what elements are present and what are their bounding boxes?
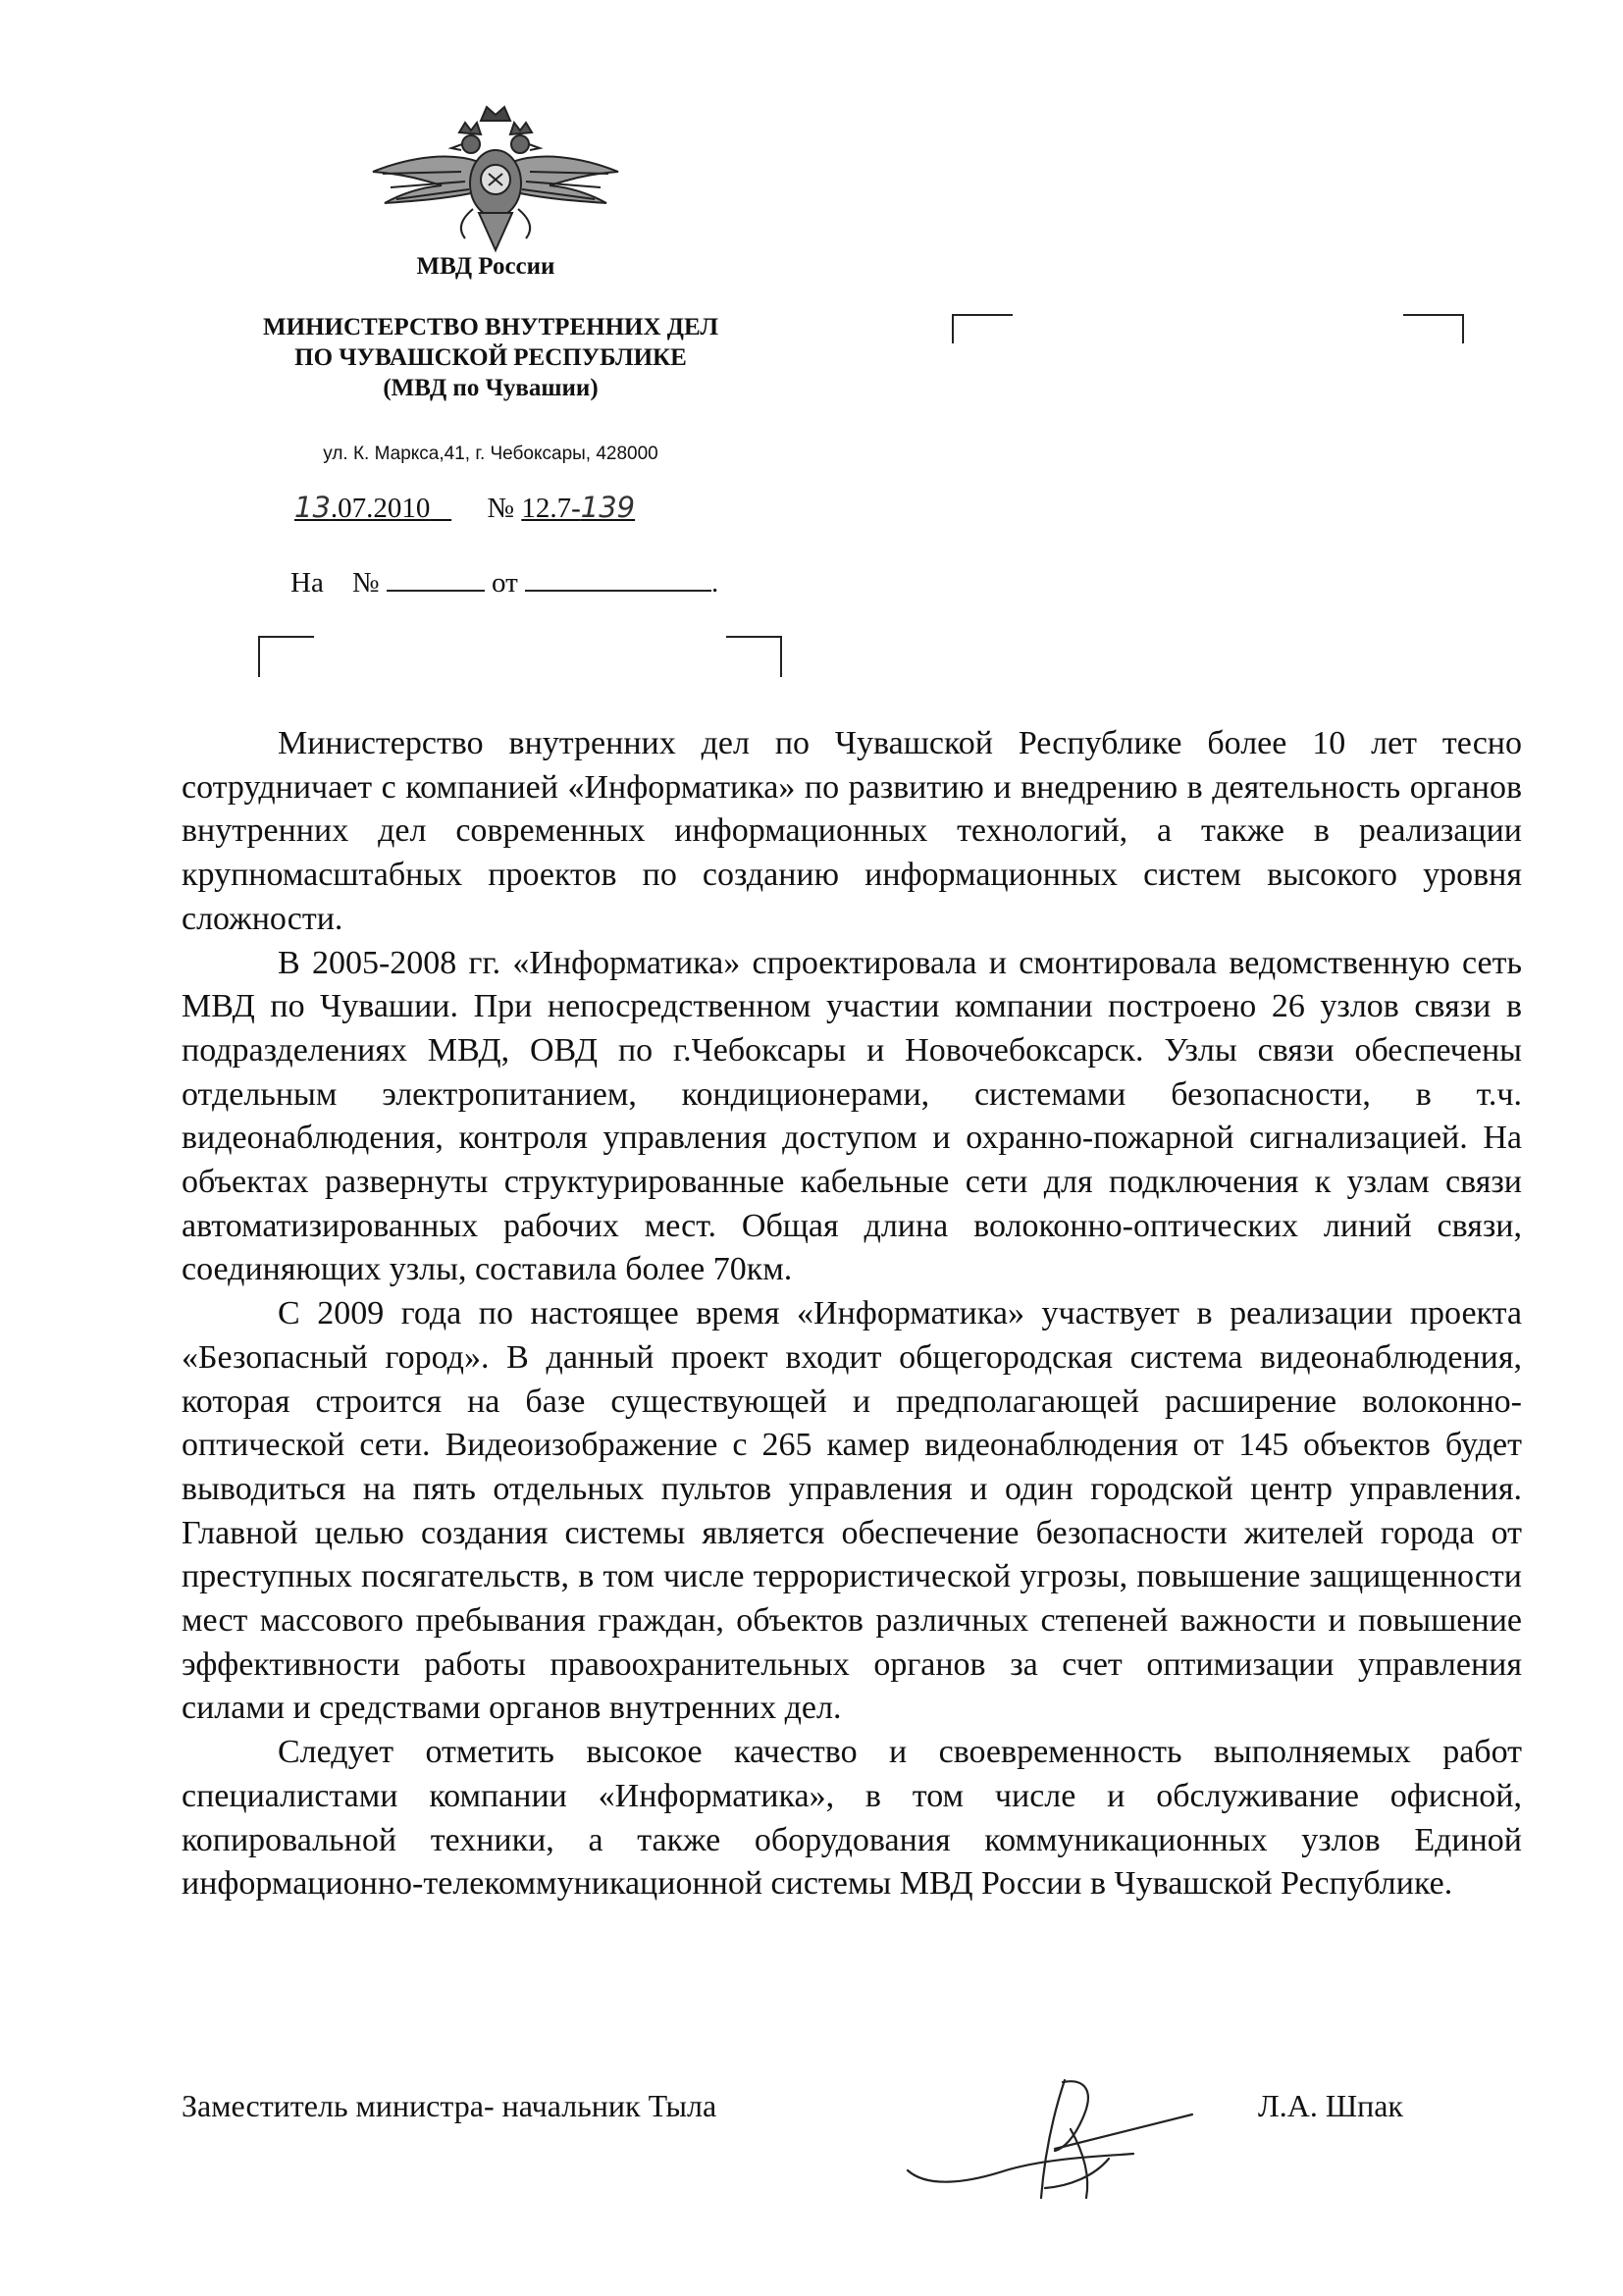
registration-line bbox=[294, 491, 635, 525]
date-handwritten: 13 bbox=[294, 491, 331, 524]
date-printed: .07.2010 bbox=[330, 493, 431, 524]
signatory-name: Л.А. Шпак bbox=[1258, 2088, 1403, 2123]
registration-number bbox=[521, 493, 635, 524]
subject-corner-top-left bbox=[258, 636, 314, 677]
org-line-3: (МВД по Чувашии) bbox=[383, 375, 599, 401]
body-paragraph: В 2005-2008 гг. «Информатика» спроектировала и смонтировала ведомственную сеть МВД по Чувашии. При непосредственном участии компании построено 26 узлов связи в подразделениях МВД, ОВД по г.Чебоксары и Новочебоксарск. Узлы связи обеспечены отдельным электропитанием, кондиционерами, системами безопасности, в т.ч. видеонаблюдения, контроля управления доступом и охранно-пожарной сигнализацией. На объектах развернуты структурированные кабельные сети для подключения к узлам связи автоматизированных рабочих мест. Общая длина волоконно-оптических линий связи, соединяющих узлы, составила более 70км. bbox=[182, 944, 1522, 1288]
reply-label-on: На bbox=[290, 567, 324, 599]
org-line-2: ПО ЧУВАШСКОЙ РЕСПУБЛИКЕ bbox=[294, 344, 687, 371]
body-paragraph: Следует отметить высокое качество и своевременность выполняемых работ специалистами компании «Информатика», в том числе и обслуживание офисной, копировальной техники, а также оборудования коммуникационных узлов Единой информационно-телекоммуникационной системы МВД России в Чувашской Республике. bbox=[182, 1734, 1522, 1903]
registration-date bbox=[294, 493, 451, 524]
agency-short-name: МВД России bbox=[416, 253, 555, 280]
reply-label-no: № bbox=[351, 567, 380, 599]
reply-reference-line bbox=[290, 567, 718, 600]
addressee-corner-top-right bbox=[1403, 314, 1464, 343]
body-paragraph: С 2009 года по настоящее время «Информатика» участвует в реализации проекта «Безопасный город». В данный проект входит общегородская система видеонаблюдения, которая строится на базе существующей и предполагающей расширение волоконно-оптической сети. Видеоизображение с 265 камер видеонаблюдения от 145 объектов будет выводиться на пять отдельных пультов управления и один городской центр управления. Главной целью создания системы является обеспечение безопасности жителей города от преступных посягательств, в том числе террористической угрозы, повышение защищенности мест массового пребывания граждан, объектов различных степеней важности и повышение эффективности работы правоохранительных органов за счет оптимизации управления силами и средствами органов внутренних дел. bbox=[182, 1295, 1522, 1727]
body-paragraph: Министерство внутренних дел по Чувашской Республике более 10 лет тесно сотрудничает с компанией «Информатика» по развитию и внедрению в деятельность органов внутренних дел современных информационных технологий, а также в реализации крупномасштабных проектов по созданию информационных систем высокого уровня сложности. bbox=[182, 725, 1522, 937]
signatory-role: Заместитель министра- начальник Тыла bbox=[182, 2088, 717, 2123]
organization-name bbox=[236, 312, 746, 403]
reply-end: . bbox=[711, 567, 719, 599]
double-headed-eagle-emblem-icon bbox=[363, 103, 628, 260]
reply-date-blank bbox=[525, 568, 711, 592]
addressee-corner-top-left bbox=[952, 314, 1013, 343]
handwritten-signature-icon bbox=[898, 2061, 1202, 2208]
reply-number-blank bbox=[387, 568, 485, 592]
org-line-1: МИНИСТЕРСТВО ВНУТРЕННИХ ДЕЛ bbox=[263, 314, 718, 340]
number-label: № bbox=[487, 493, 515, 524]
reply-label-from: от bbox=[492, 567, 518, 599]
subject-corner-top-right bbox=[726, 636, 782, 677]
letter-body bbox=[182, 722, 1522, 1906]
address: ул. К. Маркса,41, г. Чебоксары, 428000 bbox=[323, 444, 658, 464]
number-printed: 12.7- bbox=[521, 493, 581, 524]
number-handwritten: 139 bbox=[580, 491, 636, 524]
